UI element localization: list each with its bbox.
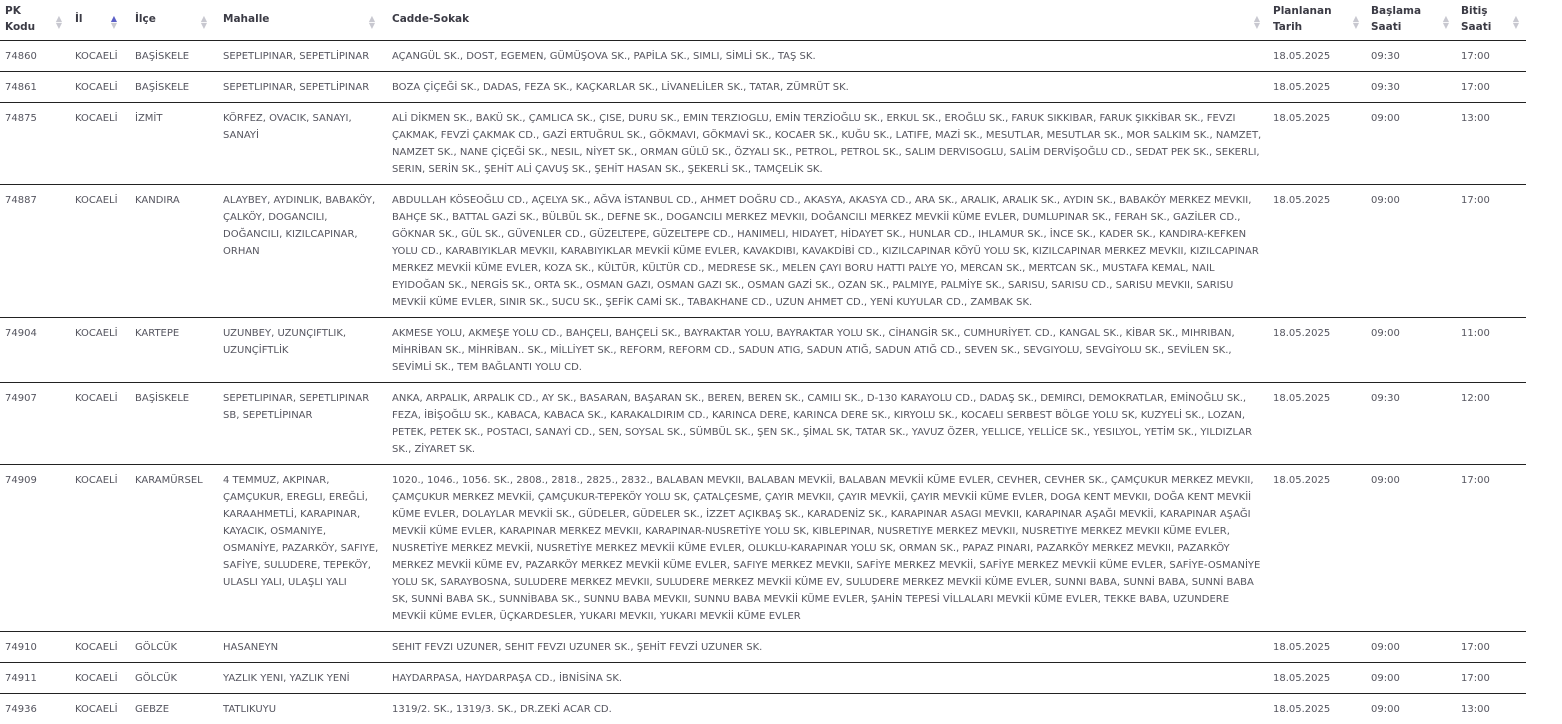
planlanan-tarih-cell: 18.05.2025: [1268, 465, 1366, 632]
pk-kodu-cell: 74860: [0, 41, 70, 72]
cadde-sokak-cell: ABDULLAH KÖSEOĞLU CD., AÇELYA SK., AĞVA İSTANBUL CD., AHMET DOĞRU CD., AKASYA, AKASYA CD., ARA SK., ARALIK, ARALIK SK., AYDIN SK., BABAKÖY MERKEZ MEVKII, BAHÇE SK., BATTAL GAZİ SK., BÜLBÜL SK., DEFNE SK., DOGANCILI MERKEZ MEVKII, DOĞANCILI MERKEZ MEVKİİ KÜME EVLER, DUMLUPINAR SK., FERAH SK., GAZİLER CD., GÖKNAR SK., GÜL SK., GÜVENLER CD., GÜZELTEPE, GÜZELTEPE CD., HANIMELI, HIDAYET, HİDAYET SK., HUNLAR CD., IHLAMUR SK., İNCE SK., KADER SK., KANDIRA-KEFKEN YOLU CD., KARABIYIKLAR MEVKII, KARABIYIKLAR MEVKİİ KÜME EVLER, KAVAKDIBI, KAVAKDİBİ CD., KIZILCAPINAR KÖYÜ YOLU SK, KIZILCAPINAR MERKEZ MEVKII, KIZILCAPINAR MERKEZ MEVKİİ KÜME EVLER, KOZA SK., KÜLTÜR, KÜLTÜR CD., MEDRESE SK., MELEN ÇAYI BORU HATTI PALYE YO, MERCAN SK., MERTCAN SK., MUSTAFA KEMAL, NAIL EYIDOĞAN SK., NERGİS SK., ORTA SK., OSMAN GAZI, OSMAN GAZI SK., OSMAN GAZİ SK., OZAN SK., PALMIYE, PALMİYE SK., SARISU, SARISU CD., SARISU MEVKII, SARISU MEVKİİ KÜME EVLER, SINIR SK., SUCU SK., ŞEFİK CAMİ SK., TABAKHANE CD., UZUN AHMET CD., YENİ KUYULAR CD., ZAMBAK SK.: [387, 185, 1268, 318]
mahalle-cell: HASANEYN: [218, 632, 387, 663]
ilce-cell: GEBZE: [130, 694, 218, 724]
header-label: PK: [5, 5, 21, 17]
header-row: [0, 0, 1526, 41]
planlanan-tarih-cell: 18.05.2025: [1268, 663, 1366, 694]
baslama-saati-cell: 09:00: [1366, 465, 1456, 632]
mahalle-cell: UZUNBEY, UZUNÇIFTLIK, UZUNÇİFTLİK: [218, 318, 387, 383]
planlanan-tarih-cell: 18.05.2025: [1268, 694, 1366, 724]
ilce-cell: BAŞİSKELE: [130, 41, 218, 72]
table-row: [0, 72, 1526, 103]
column-header-baslama-saati[interactable]: [1366, 0, 1456, 41]
baslama-saati-cell: 09:00: [1366, 632, 1456, 663]
table-row: [0, 632, 1526, 663]
pk-kodu-cell: 74907: [0, 383, 70, 465]
header-label: Saati: [1371, 21, 1401, 33]
sort-icon[interactable]: ▲ ▼: [200, 13, 208, 31]
planlanan-tarih-cell: 18.05.2025: [1268, 103, 1366, 185]
bitis-saati-cell: 17:00: [1456, 632, 1526, 663]
cadde-sokak-cell: HAYDARPASA, HAYDARPAŞA CD., İBNİSİNA SK.: [387, 663, 1268, 694]
column-header-mahalle[interactable]: [218, 0, 387, 41]
header-label: İlçe: [135, 11, 156, 27]
ilce-cell: KARAMÜRSEL: [130, 465, 218, 632]
bitis-saati-cell: 17:00: [1456, 72, 1526, 103]
header-label: Bitiş: [1461, 5, 1487, 17]
mahalle-cell: SEPETLIPINAR, SEPETLİPINAR: [218, 41, 387, 72]
column-header-pk-kodu[interactable]: [0, 0, 70, 41]
planlanan-tarih-cell: 18.05.2025: [1268, 72, 1366, 103]
il-cell: KOCAELİ: [70, 632, 130, 663]
planlanan-tarih-cell: 18.05.2025: [1268, 185, 1366, 318]
column-header-cadde-sokak[interactable]: [387, 0, 1268, 41]
il-cell: KOCAELİ: [70, 465, 130, 632]
table-row: [0, 465, 1526, 632]
header-label: Başlama: [1371, 5, 1421, 17]
sort-icon[interactable]: ▲ ▼: [368, 13, 376, 31]
table-row: [0, 41, 1526, 72]
mahalle-cell: KÖRFEZ, OVACIK, SANAYI, SANAYİ: [218, 103, 387, 185]
sort-ascending-icon[interactable]: ▲ ▼: [110, 13, 118, 31]
mahalle-cell: 4 TEMMUZ, AKPINAR, ÇAMÇUKUR, EREGLI, EREĞLİ, KARAAHMETLİ, KARAPINAR, KAYACIK, OSMANIYE, OSMANİYE, PAZARKÖY, SAFIYE, SAFİYE, SULUDERE, TEPEKÖY, ULASLI YALI, ULAŞLI YALI: [218, 465, 387, 632]
pk-kodu-cell: 74904: [0, 318, 70, 383]
il-cell: KOCAELİ: [70, 383, 130, 465]
pk-kodu-cell: 74911: [0, 663, 70, 694]
sort-icon[interactable]: ▲ ▼: [55, 13, 63, 31]
table-row: [0, 318, 1526, 383]
pk-kodu-cell: 74936: [0, 694, 70, 724]
header-label: İl: [75, 11, 83, 27]
bitis-saati-cell: 13:00: [1456, 694, 1526, 724]
table-row: [0, 694, 1526, 724]
cadde-sokak-cell: 1319/2. SK., 1319/3. SK., DR.ZEKİ ACAR CD.: [387, 694, 1268, 724]
table-row: [0, 185, 1526, 318]
ilce-cell: KANDIRA: [130, 185, 218, 318]
il-cell: KOCAELİ: [70, 103, 130, 185]
pk-kodu-cell: 74909: [0, 465, 70, 632]
il-cell: KOCAELİ: [70, 694, 130, 724]
bitis-saati-cell: 12:00: [1456, 383, 1526, 465]
header-label: Planlanan: [1273, 5, 1332, 17]
cadde-sokak-cell: SEHIT FEVZI UZUNER, SEHIT FEVZI UZUNER SK., ŞEHİT FEVZİ UZUNER SK.: [387, 632, 1268, 663]
column-header-ilce[interactable]: [130, 0, 218, 41]
table-row: [0, 663, 1526, 694]
il-cell: KOCAELİ: [70, 663, 130, 694]
mahalle-cell: TATLIKUYU: [218, 694, 387, 724]
cadde-sokak-cell: 1020., 1046., 1056. SK., 2808., 2818., 2825., 2832., BALABAN MEVKII, BALABAN MEVKİİ, BALABAN MEVKİİ KÜME EVLER, CEVHER, CEVHER SK., ÇAMÇUKUR MERKEZ MEVKII, ÇAMÇUKUR MERKEZ MEVKİİ, ÇAMÇUKUR-TEPEKÖY YOLU SK, ÇATALÇESME, ÇAYIR MEVKII, ÇAYIR MEVKİİ, ÇAYIR MEVKİİ KÜME EVLER, DOGA KENT MEVKII, DOĞA KENT MEVKİİ KÜME EVLER, DOLAYLAR MEVKİİ SK., GÜDELER, GÜDELER SK., İZZET AÇIKBAŞ SK., KARADENİZ SK., KARAPINAR ASAGI MEVKII, KARAPINAR AŞAĞI MEVKİİ, KARAPINAR AŞAĞI MEVKİİ KÜME EVLER, KARAPINAR MERKEZ MEVKII, KARAPINAR-NUSRETİYE YOLU SK, KIBLEPINAR, NUSRETIYE MERKEZ MEVKII, NUSRETIYE MERKEZ MEVKII KÜME EVLER, NUSRETİYE MERKEZ MEVKİİ, NUSRETİYE MERKEZ MEVKİİ KÜME EVLER, OLUKLU-KARAPINAR YOLU SK, ORMAN SK., PAPAZ PINARI, PAZARKÖY MERKEZ MEVKII, PAZARKÖY MERKEZ MEVKİİ KÜME EV, PAZARKÖY MERKEZ MEVKİİ KÜME EVLER, SAFIYE MERKEZ MEVKII, SAFİYE MERKEZ MEVKİİ, SAFİYE MERKEZ MEVKİİ KÜME EVLER, SAFİYE-OSMANİYE YOLU SK, SARAYBOSNA, SULUDERE MERKEZ MEVKII, SULUDERE MERKEZ MEVKİİ KÜME EV, SULUDERE MERKEZ MEVKİİ KÜME EVLER, SUNNI BABA, SUNNİ BABA, SUNNİ BABA SK, SUNNİ BABA SK., SUNNİBABA SK., SUNNU BABA MEVKII, SUNNU BABA MEVKİİ KÜME EVLER, ŞAHİN TEPESİ VİLLALARI MEVKİİ KÜME EVLER, TEKKE BABA, UZUNDERE MEVKİİ KÜME EVLER, ÜÇKARDESLER, YUKARI MEVKII, YUKARI MEVKİİ KÜME EVLER: [387, 465, 1268, 632]
column-header-bitis-saati[interactable]: [1456, 0, 1526, 41]
mahalle-cell: SEPETLIPINAR, SEPETLIPINAR SB, SEPETLİPINAR: [218, 383, 387, 465]
column-header-planlanan-tarih[interactable]: [1268, 0, 1366, 41]
baslama-saati-cell: 09:00: [1366, 318, 1456, 383]
sort-icon[interactable]: ▲ ▼: [1512, 13, 1520, 31]
planlanan-tarih-cell: 18.05.2025: [1268, 632, 1366, 663]
ilce-cell: BAŞİSKELE: [130, 383, 218, 465]
ilce-cell: İZMİT: [130, 103, 218, 185]
bitis-saati-cell: 13:00: [1456, 103, 1526, 185]
il-cell: KOCAELİ: [70, 41, 130, 72]
bitis-saati-cell: 17:00: [1456, 41, 1526, 72]
mahalle-cell: SEPETLIPINAR, SEPETLİPINAR: [218, 72, 387, 103]
ilce-cell: GÖLCÜK: [130, 663, 218, 694]
cadde-sokak-cell: AKMESE YOLU, AKMEŞE YOLU CD., BAHÇELI, BAHÇELİ SK., BAYRAKTAR YOLU, BAYRAKTAR YOLU SK., CİHANGİR SK., CUMHURİYET. CD., KANGAL SK., KİBAR SK., MIHRIBAN, MİHRİBAN SK., MİHRİBAN.. SK., MİLLİYET SK., REFORM, REFORM CD., SADUN ATIG, SADUN ATIĞ, SADUN ATIĞ CD., SEVEN SK., SEVGIYOLU, SEVGİYOLU SK., SEVİLEN SK., SEVİMLİ SK., TEM BAĞLANTI YOLU CD.: [387, 318, 1268, 383]
header-label: Mahalle: [223, 11, 269, 27]
bitis-saati-cell: 17:00: [1456, 663, 1526, 694]
pk-kodu-cell: 74861: [0, 72, 70, 103]
sort-icon[interactable]: ▲ ▼: [1253, 13, 1261, 31]
cadde-sokak-cell: BOZA ÇİÇEĞİ SK., DADAS, FEZA SK., KAÇKARLAR SK., LİVANELİLER SK., TATAR, ZÜMRÜT SK.: [387, 72, 1268, 103]
baslama-saati-cell: 09:00: [1366, 663, 1456, 694]
il-cell: KOCAELİ: [70, 185, 130, 318]
cadde-sokak-cell: AÇANGÜL SK., DOST, EGEMEN, GÜMÜŞOVA SK., PAPİLA SK., SIMLI, SİMLİ SK., TAŞ SK.: [387, 41, 1268, 72]
table-row: [0, 103, 1526, 185]
ilce-cell: BAŞİSKELE: [130, 72, 218, 103]
table-row: [0, 383, 1526, 465]
header-label: Kodu: [5, 21, 35, 33]
column-header-il[interactable]: [70, 0, 130, 41]
planlanan-tarih-cell: 18.05.2025: [1268, 318, 1366, 383]
header-label: Tarih: [1273, 21, 1302, 33]
planlanan-tarih-cell: 18.05.2025: [1268, 383, 1366, 465]
baslama-saati-cell: 09:00: [1366, 694, 1456, 724]
bitis-saati-cell: 17:00: [1456, 465, 1526, 632]
cadde-sokak-cell: ALİ DİKMEN SK., BAKÜ SK., ÇAMLICA SK., ÇISE, DURU SK., EMIN TERZIOGLU, EMİN TERZİOĞLU SK., ERKUL SK., EROĞLU SK., FARUK SIKKIBAR, FARUK ŞIKKİBAR SK., FEVZI ÇAKMAK, FEVZİ ÇAKMAK CD., GAZİ ERTUĞRUL SK., GÖKMAVI, GÖKMAVİ SK., KOCAER SK., KUĞU SK., LATIFE, MAZİ SK., MESUTLAR, MESUTLAR SK., MOR SALKIM SK., NAMZET, NAMZET SK., NANE ÇİÇEĞİ SK., NESIL, NİYET SK., ORMAN GÜLÜ SK., ÖZYALI SK., PETROL, PETROL SK., SALIM DERVISOGLU, SALİM DERVİŞOĞLU CD., SEDAT PEK SK., SEKERLI, SERIN, SERİN SK., ŞEHİT ALİ ÇAVUŞ SK., ŞEHİT HASAN SK., ŞEKERLİ SK., TAMÇELİK SK.: [387, 103, 1268, 185]
pk-kodu-cell: 74910: [0, 632, 70, 663]
bitis-saati-cell: 17:00: [1456, 185, 1526, 318]
baslama-saati-cell: 09:00: [1366, 103, 1456, 185]
pk-kodu-cell: 74875: [0, 103, 70, 185]
header-label: Saati: [1461, 21, 1491, 33]
pk-kodu-cell: 74887: [0, 185, 70, 318]
planlanan-tarih-cell: 18.05.2025: [1268, 41, 1366, 72]
header-label: Cadde-Sokak: [392, 11, 469, 27]
il-cell: KOCAELİ: [70, 72, 130, 103]
bitis-saati-cell: 11:00: [1456, 318, 1526, 383]
baslama-saati-cell: 09:30: [1366, 72, 1456, 103]
baslama-saati-cell: 09:30: [1366, 41, 1456, 72]
cadde-sokak-cell: ANKA, ARPALIK, ARPALIK CD., AY SK., BASARAN, BAŞARAN SK., BEREN, BEREN SK., CAMILI SK., D-130 KARAYOLU CD., DADAŞ SK., DEMIRCI, DEMOKRATLAR, EMİNOĞLU SK., FEZA, İBİŞOĞLU SK., KABACA, KABACA SK., KARAKALDIRIM CD., KARINCA DERE, KARINCA DERE SK., KIRYOLU SK., KOCAELI SERBEST BÖLGE YOLU SK, KUZYELİ SK., LOZAN, PETEK, PETEK SK., POSTACI, SANAYİ CD., SEN, SOYSAL SK., SÜMBÜL SK., ŞEN SK., ŞİMAL SK, TATAR SK., YAVUZ ÖZER, YELLICE, YELLİCE SK., YESILYOL, YETİM SK., YILDIZLAR SK., ZİYARET SK.: [387, 383, 1268, 465]
baslama-saati-cell: 09:00: [1366, 185, 1456, 318]
il-cell: KOCAELİ: [70, 318, 130, 383]
ilce-cell: GÖLCÜK: [130, 632, 218, 663]
ilce-cell: KARTEPE: [130, 318, 218, 383]
mahalle-cell: ALAYBEY, AYDINLIK, BABAKÖY, ÇALKÖY, DOGANCILI, DOĞANCILI, KIZILCAPINAR, ORHAN: [218, 185, 387, 318]
mahalle-cell: YAZLIK YENI, YAZLIK YENİ: [218, 663, 387, 694]
sort-icon[interactable]: ▲ ▼: [1442, 13, 1450, 31]
sort-icon[interactable]: ▲ ▼: [1352, 13, 1360, 31]
baslama-saati-cell: 09:30: [1366, 383, 1456, 465]
